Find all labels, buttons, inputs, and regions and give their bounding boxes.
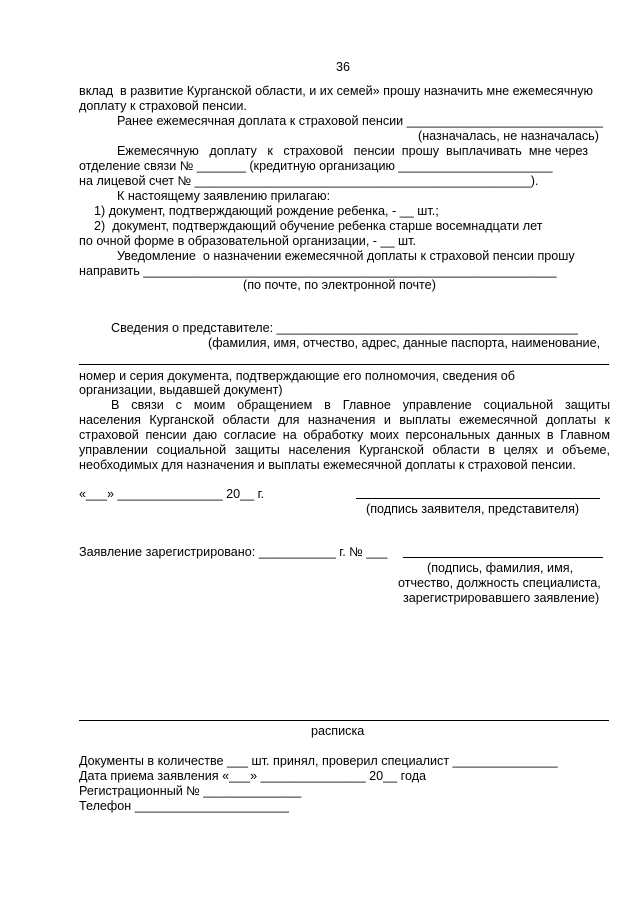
text-line: отделение связи № _______ (кредитную организацию ______________________ <box>79 159 553 173</box>
text-line: на лицевой счет № ________________________________________________). <box>79 174 539 188</box>
text-line: Уведомление о назначении ежемесячной доплаты к страховой пенсии прошу <box>117 249 575 263</box>
text-line: Сведения о представителе: ___________________________________________ <box>111 321 578 335</box>
text-line: Ежемесячную доплату к страховой пенсии прошу выплачивать мне через <box>117 144 589 158</box>
signature-rule <box>403 557 603 558</box>
text-line: (подпись заявителя, представителя) <box>366 502 580 516</box>
text-line: зарегистрировавшего заявление) <box>403 591 600 605</box>
text-line: «___» _______________ 20__ г. <box>79 487 265 501</box>
text-line: 1) документ, подтверждающий рождение ребенка, - __ шт.; <box>94 204 439 218</box>
text-line: (по почте, по электронной почте) <box>243 278 436 292</box>
text-line: организации, выдавшей документ) <box>79 383 283 397</box>
text-line: Дата приема заявления «___» _______________ 20__ года <box>79 769 427 783</box>
text-line: (фамилия, имя, отчество, адрес, данные паспорта, наименование, <box>208 336 601 350</box>
text-line: управлении социальной защиты населения Курганской области в целях и объеме, <box>79 443 610 457</box>
text-line: страховой пенсии даю согласие на обработку моих персональных данных в Главном <box>79 428 610 442</box>
text-line: Документы в количестве ___ шт. принял, проверил специалист _______________ <box>79 754 558 768</box>
text-line: Ранее ежемесячная доплата к страховой пенсии ____________________________ <box>117 114 603 128</box>
text-line: Регистрационный № ______________ <box>79 784 302 798</box>
text-line: В связи с моим обращением в Главное управление социальной защиты <box>111 398 610 412</box>
text-line: необходимых для назначения и выплаты ежемесячной доплаты к страховой пенсии. <box>79 458 576 472</box>
page-number: 36 <box>336 60 351 74</box>
text-line: по очной форме в образовательной организации, - __ шт. <box>79 234 416 248</box>
text-line: 2) документ, подтверждающий обучение ребенка старше восемнадцати лет <box>94 219 543 233</box>
text-line: отчество, должность специалиста, <box>398 576 601 590</box>
text-line: расписка <box>311 724 365 738</box>
text-line: номер и серия документа, подтверждающие его полномочия, сведения об <box>79 369 515 383</box>
text-line: Заявление зарегистрировано: ___________ г. № ___ <box>79 545 388 559</box>
text-line: населения Курганской области для назначения и выплаты ежемесячной доплаты к <box>79 413 610 427</box>
signature-rule <box>356 498 600 499</box>
text-line: (подпись, фамилия, имя, <box>427 561 574 575</box>
text-line: вклад в развитие Курганской области, и их семей» прошу назначить мне ежемесячную <box>79 84 593 98</box>
separator-rule <box>79 720 609 721</box>
rule-line <box>79 364 609 365</box>
text-line: (назначалась, не назначалась) <box>418 129 599 143</box>
text-line: доплату к страховой пенсии. <box>79 99 247 113</box>
text-line: Телефон ______________________ <box>79 799 289 813</box>
text-line: К настоящему заявлению прилагаю: <box>117 189 331 203</box>
text-line: направить ___________________________________________________________ <box>79 264 557 278</box>
